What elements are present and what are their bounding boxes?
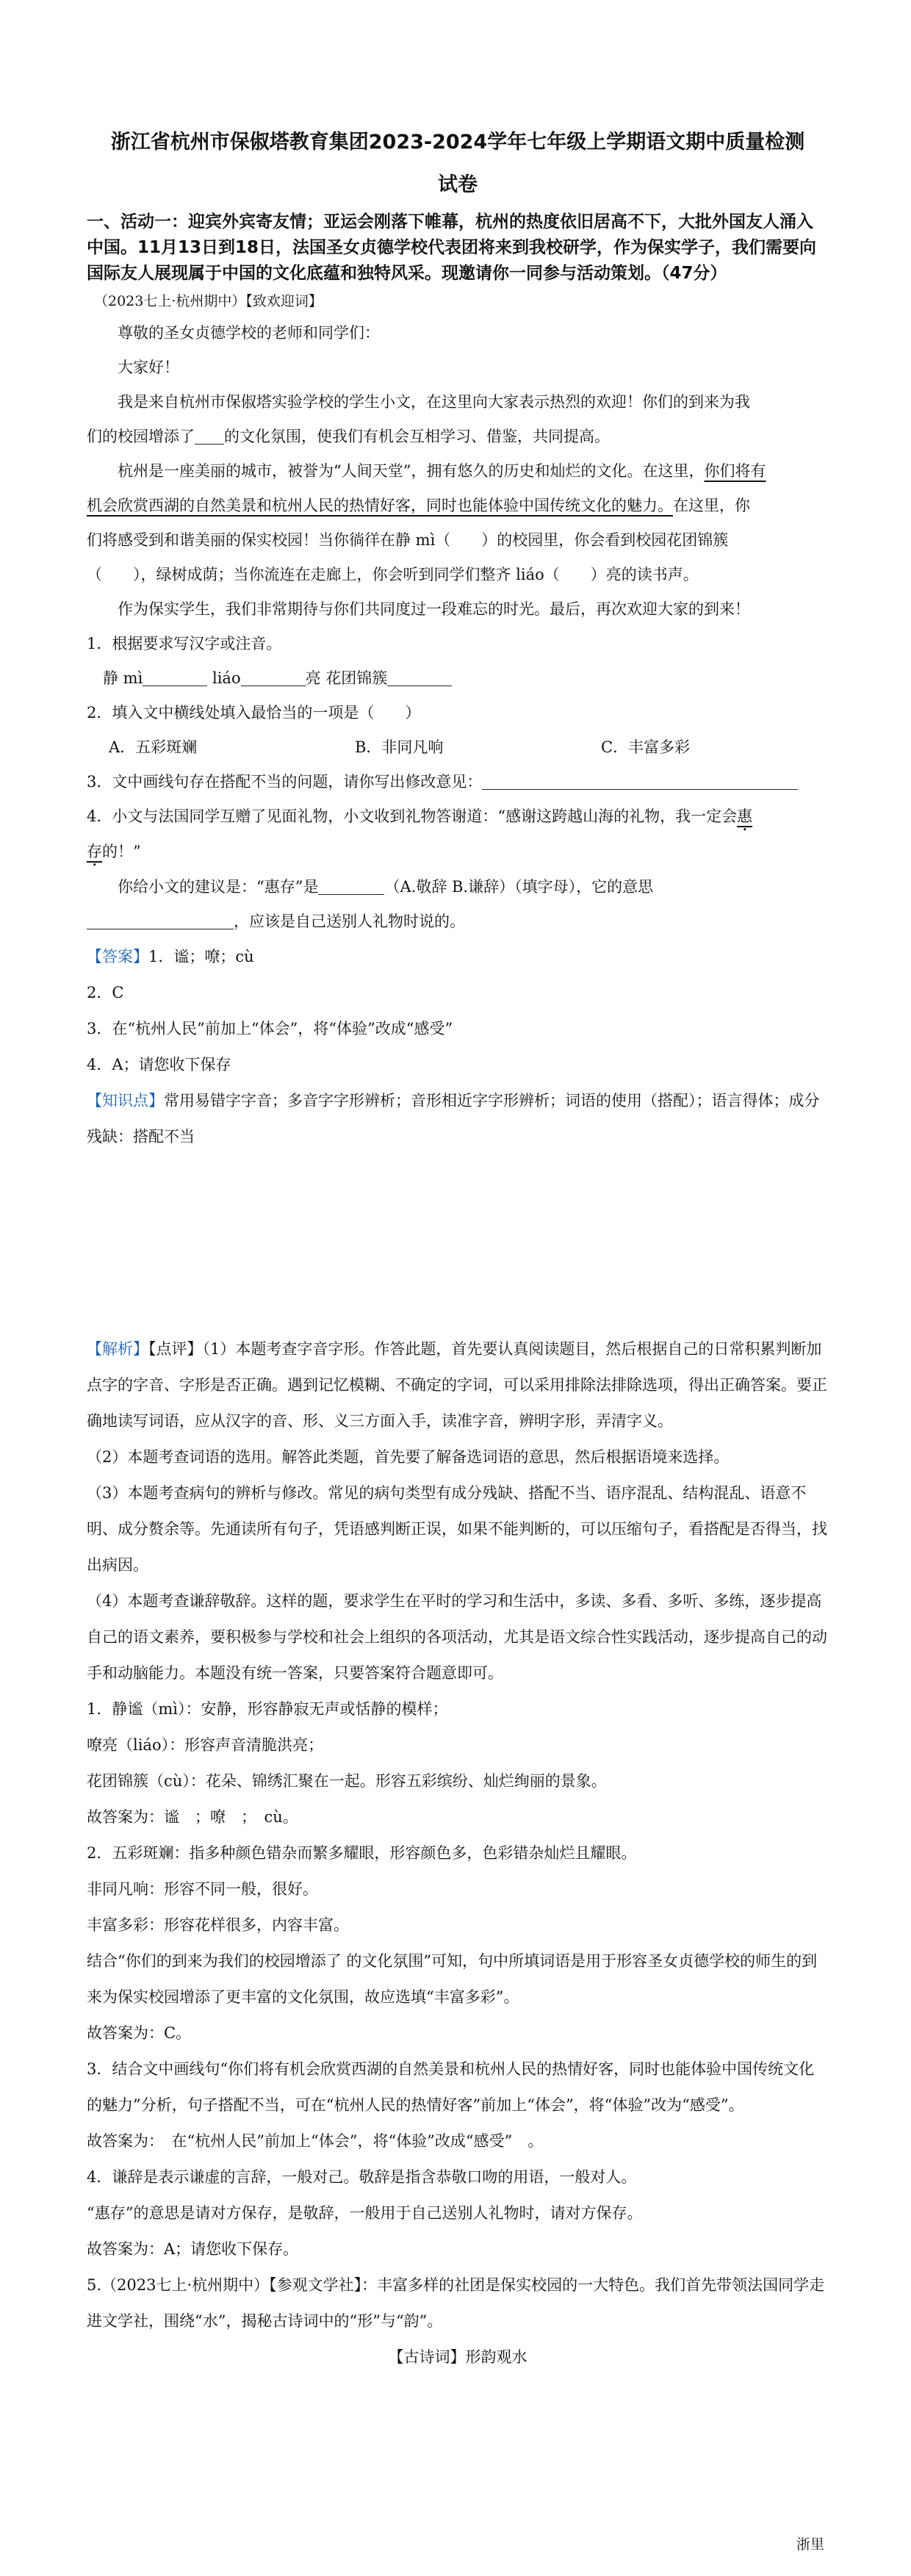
q1-blank-b	[241, 669, 306, 686]
paragraph-1	[87, 385, 829, 420]
paragraph-2-line-4: （ ），绿树成荫；当你流连在走廊上，你会听到同学们整齐 liáo（ ）亮的读书声。	[87, 566, 699, 583]
paragraph-2-text-a: 杭州是一座美丽的城市，被誉为“人间天堂”，拥有悠久的历史和灿烂的文化。在这里，	[118, 462, 705, 480]
q3-blank	[482, 772, 798, 790]
option-a: A．五彩斑斓	[109, 738, 198, 756]
knowledge-points-label: 【知识点】	[87, 1092, 164, 1109]
question-4-text-c1: 你给小文的建议是：“惠存”是	[118, 878, 319, 896]
option-b: B．非同凡响	[355, 738, 444, 756]
question-2: 2．填入文中横线处填入最恰当的一项是（ ）	[87, 704, 421, 722]
paragraph-1-text-c: 的文化氛围，使我们有机会互相学习、借鉴，共同提高。	[224, 428, 610, 445]
knowledge-points-text: 常用易错字字音；多音字字形辨析；音形相近字字形辨析；词语的使用（搭配）；语言得体；成分残缺：搭配不当	[87, 1092, 820, 1145]
question-1: 1．根据要求写汉字或注音。	[87, 635, 282, 652]
paragraph-1-text-a: 我是来自杭州市保俶塔实验学校的学生小文，在这里向大家表示热烈的欢迎！你们的到来为我	[118, 393, 750, 411]
underlined-sentence-part-1: 你们将有	[704, 462, 766, 480]
analysis-intro	[87, 1331, 829, 1439]
analysis-p4: （4）本题考查谦辞敬辞。这样的题，要求学生在平时的学习和生活中，多读、多看、多听、多练，逐步提高自己的语文素养，要积极参与学校和社会上组织的各项活动，尤其是语文综合性实践活动，逐步提高自己的动手和动脑能力。本题没有统一答案，只要答案符合题意即可。	[87, 1592, 827, 1682]
q1-blank-c	[387, 669, 452, 686]
analysis-label: 【解析】	[87, 1340, 148, 1358]
emphasized-char-hui: 惠	[737, 807, 753, 825]
analysis-p2: （2）本题考查词语的选用。解答此类题，首先要了解备选词语的意思，然后根据语境来选择。	[87, 1448, 730, 1466]
question-4-cont	[87, 835, 829, 870]
solution-2-1: 2．五彩斑斓：指多种颜色错杂而繁多耀眼，形容颜色多，色彩错杂灿烂且耀眼。	[87, 1844, 637, 1862]
solution-1-1: 1．静谧（mì）：安静，形容静寂无声或恬静的模样；	[87, 1700, 448, 1718]
q4-blank-b	[87, 912, 234, 929]
paragraph-1-text-b: 们的校园增添了	[87, 428, 195, 445]
title-line-2: 试卷	[438, 173, 478, 196]
answer-label: 【答案】	[87, 948, 148, 965]
q4-blank-a	[318, 877, 384, 895]
fill-blank	[195, 427, 224, 445]
paragraph-2-line-3: 们将感受到和谐美丽的保实校园！当你徜徉在静 mì（ ）的校园里，你会看到校园花团锦簇	[87, 531, 729, 549]
solution-4-2: “惠存”的意思是请对方保存，是敬辞，一般用于自己送别人礼物时，请对方保存。	[87, 2204, 643, 2222]
answer-1: 1．谧；嘹；cù	[148, 948, 254, 965]
hello: 大家好！	[118, 359, 179, 376]
solution-2-3: 丰富多彩：形容花样很多，内容丰富。	[87, 1916, 349, 1934]
solution-3-2: 故答案为： 在“杭州人民”前加上“体会”，将“体验”改成“感受” 。	[87, 2132, 544, 2150]
solution-2-2: 非同凡响：形容不同一般，很好。	[87, 1880, 318, 1898]
question-source: （2023七上·杭州期中）【致欢迎词】	[94, 293, 323, 309]
question-4-suggestion-2	[87, 904, 829, 939]
question-3	[87, 765, 829, 799]
knowledge-points	[87, 1083, 829, 1155]
document-content	[87, 121, 829, 2375]
paragraph-2-text-b: 在这里，你	[673, 497, 750, 514]
solution-4-1: 4．谦辞是表示谦虚的言辞，一般对己。敬辞是指含恭敬口吻的用语，一般对人。	[87, 2168, 637, 2186]
emphasized-char-cun: 存	[87, 843, 102, 860]
page-title	[87, 121, 829, 206]
question-4-text-b: 的！”	[102, 843, 141, 860]
solution-3-1: 3．结合文中画线句“你们将有机会欣赏西湖的自然美景和杭州人民的热情好客，同时也能体验中国传统文化的魅力”分析，句子搭配不当，可在“杭州人民的热情好客”前加上“体会”，将“体验”改为“感受”。	[87, 2060, 815, 2114]
solution-1-4: 故答案为：谧 ；嘹 ； cù。	[87, 1808, 298, 1826]
greeting: 尊敬的圣女贞德学校的老师和同学们：	[118, 324, 380, 342]
solution-2-5: 故答案为：C。	[87, 2024, 192, 2042]
question-5-subheading: 【古诗词】形韵观水	[388, 2348, 527, 2366]
q1-item-b: liáo	[212, 669, 241, 687]
answer-4: 4．A；请您收下保存	[87, 1056, 231, 1073]
paragraph-1-cont	[87, 420, 829, 454]
title-line-1: 浙江省杭州市保俶塔教育集团2023-2024学年七年级上学期语文期中质量检测	[110, 131, 805, 154]
question-2-options	[87, 730, 829, 765]
blank-spacer	[87, 1155, 829, 1331]
solution-2-4: 结合“你们的到来为我们的校园增添了 的文化氛围”可知，句中所填词语是用于形容圣女贞德学校的师生的到来为保实校园增添了更丰富的文化氛围，故应选填“丰富多彩”。	[87, 1952, 818, 2006]
question-1-fields	[87, 661, 829, 696]
answer-3: 3．在“杭州人民”前加上“体会”，将“体验”改成“感受”	[87, 1020, 453, 1037]
analysis-p1: 【点评】（1）本题考查字音字形。作答此题，首先要认真阅读题目，然后根据自己的日常积累判断加点字的字音、字形是否正确。遇到记忆模糊、不确定的字词，可以采用排除法排除选项，得出正确答案。要正确地读写词语，应从汉字的音、形、义三方面入手，读准字音，辨明字形，弄清字义。	[87, 1340, 827, 1430]
question-4-text-c2: （A.敬辞 B.谦辞）（填字母），它的意思	[384, 878, 654, 896]
answer-2: 2．C	[87, 984, 124, 1001]
paragraph-2	[87, 454, 829, 489]
question-5: 5.（2023七上·杭州期中）【参观文学社】：丰富多样的社团是保实校园的一大特色。我们首先带领法国同学走进文学社，围绕“水”，揭秘古诗词中的“形”与“韵”。	[87, 2276, 825, 2330]
answer-line-1	[87, 939, 829, 975]
q1-item-c: 亮 花团锦簇	[305, 669, 388, 687]
paragraph-3: 作为保实学生，我们非常期待与你们共同度过一段难忘的时光。最后，再次欢迎大家的到来！	[118, 600, 750, 618]
option-c: C．丰富多彩	[601, 738, 691, 756]
underlined-sentence-part-2: 机会欣赏西湖的自然美景和杭州人民的热情好客，同时也能体验中国传统文化的魅力。	[87, 497, 673, 514]
solution-4-3: 故答案为：A；请您收下保存。	[87, 2240, 299, 2258]
question-4	[87, 799, 829, 835]
solution-1-3: 花团锦簇（cù）：花朵、锦绣汇聚在一起。形容五彩缤纷、灿烂绚丽的景象。	[87, 1772, 607, 1790]
question-4-suggestion	[87, 870, 829, 904]
question-4-text-a: 4．小文与法国同学互赠了见面礼物，小文收到礼物答谢道：“感谢这跨越山海的礼物，我一定会	[87, 807, 738, 825]
q1-item-a: 静 mì	[103, 669, 143, 687]
paragraph-2-line-2	[87, 489, 829, 523]
analysis-p3: （3）本题考查病句的辨析与修改。常见的病句类型有成分残缺、搭配不当、语序混乱、结构混乱、语意不明、成分赘余等。先通读所有句子，凭语感判断正误，如果不能判断的，可以压缩句子，看搭配是否得当，找出病因。	[87, 1484, 827, 1574]
q1-blank-a	[143, 669, 207, 686]
question-4-text-d2: ，应该是自己送别人礼物时说的。	[234, 913, 465, 930]
solution-1-2: 嘹亮（liáo）：形容声音清脆洪亮；	[87, 1736, 324, 1754]
section-heading: 一、活动一：迎宾外宾寄友情；亚运会刚落下帷幕，杭州的热度依旧居高不下，大批外国友人涌入中国。11月13日到18日，法国圣女贞德学校代表团将来到我校研学，作为保实学子，我们需要向国际友人展现属于中国的文化底蕴和独特风采。现邀请你一同参与活动策划。（47分）	[87, 212, 817, 283]
footer-label: 浙里	[796, 2536, 824, 2552]
question-3-text: 3．文中画线句存在搭配不当的问题，请你写出修改意见：	[87, 773, 483, 791]
